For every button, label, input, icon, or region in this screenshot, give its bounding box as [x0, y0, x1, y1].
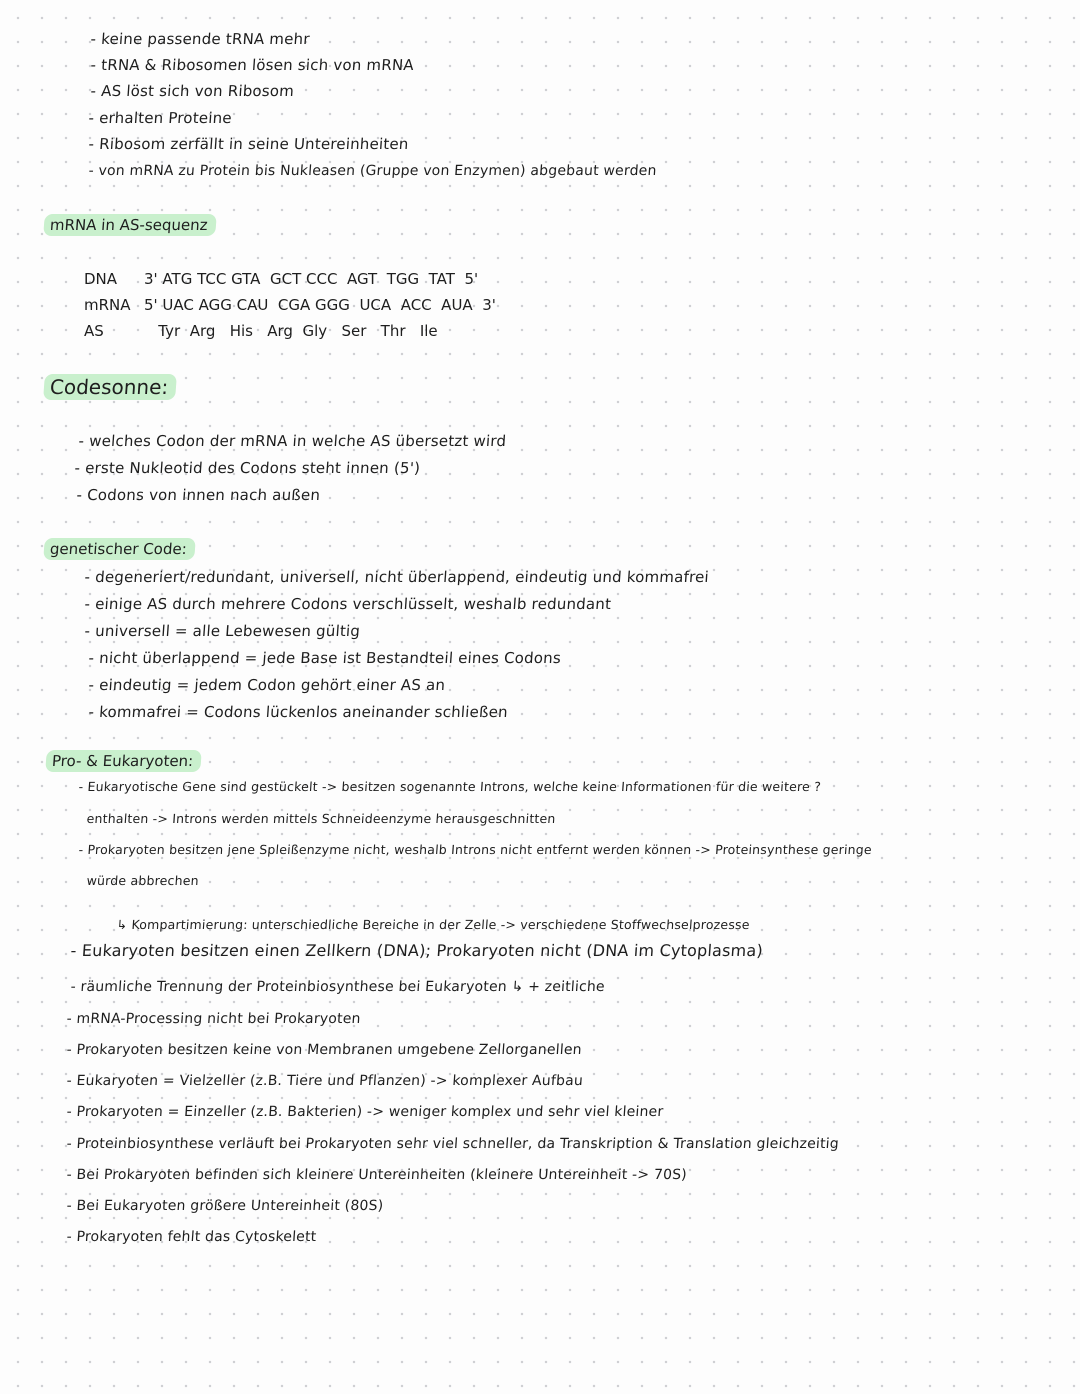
note-line: - erste Nukleotid des Codons steht innen (5') [74, 459, 421, 477]
note-line: - Bei Eukaryoten größere Untereinheit (80S) [66, 1198, 384, 1214]
sequence-value: Tyr Arg His Arg Gly Ser Thr Ile [144, 322, 438, 340]
note-line: - Eukaryoten besitzen einen Zellkern (DNA); Prokaryoten nicht (DNA im Cytoplasma) [70, 941, 764, 960]
note-line: - degeneriert/redundant, universell, nicht überlappend, eindeutig und kommafrei [84, 568, 710, 586]
note-line: - Bei Prokaryoten befinden sich kleinere Untereinheiten (kleinere Untereinheit -> 70S) [66, 1167, 688, 1183]
sequence-label: AS [84, 322, 104, 340]
note-line: - Eukaryoten = Vielzeller (z.B. Tiere und Pflanzen) -> komplexer Aufbau [66, 1073, 584, 1089]
sequence-label: DNA [84, 270, 118, 288]
section-heading-codesonne: Codesonne: [43, 374, 177, 400]
note-line: - mRNA-Processing nicht bei Prokaryoten [66, 1011, 362, 1027]
note-line: - Prokaryoten fehlt das Cytoskelett [66, 1229, 317, 1245]
note-line: - Prokaryoten = Einzeller (z.B. Bakterien) -> weniger komplex und sehr viel kleiner [66, 1104, 664, 1120]
sequence-table [84, 266, 496, 344]
note-line: - welches Codon der mRNA in welche AS übersetzt wird [78, 432, 507, 450]
note-line: - Ribosom zerfällt in seine Untereinheiten [88, 135, 410, 153]
sequence-row-mrna [84, 292, 496, 318]
note-line: - räumliche Trennung der Proteinbiosynthese bei Eukaryoten ↳ + zeitliche [70, 979, 606, 995]
sequence-row-dna [84, 266, 496, 292]
note-line: - Prokaryoten besitzen jene Spleißenzyme nicht, weshalb Introns nicht entfernt werden können -> Proteinsynthese geringe [78, 842, 873, 857]
note-line: - tRNA & Ribosomen lösen sich von mRNA [90, 56, 415, 74]
note-line: - nicht überlappend = jede Base ist Bestandteil eines Codons [88, 649, 562, 667]
sequence-row-as [84, 318, 496, 344]
sequence-label: mRNA [84, 296, 131, 314]
note-line: - Proteinbiosynthese verläuft bei Prokaryoten sehr viel schneller, da Transkription & Translation gleichzeitig [66, 1136, 840, 1152]
note-line: - einige AS durch mehrere Codons verschlüsselt, weshalb redundant [84, 595, 612, 613]
note-line: - erhalten Proteine [88, 109, 233, 127]
note-line: - AS löst sich von Ribosom [90, 82, 295, 100]
sequence-value: 5' UAC AGG CAU CGA GGG UCA ACC AUA 3' [144, 296, 496, 314]
section-heading-pro-eukaryoten: Pro- & Eukaryoten: [45, 750, 202, 772]
section-heading-mrna: mRNA in AS-sequenz [43, 214, 216, 236]
note-line: - Eukaryotische Gene sind gestückelt -> besitzen sogenannte Introns, welche keine Informationen für die weitere ? [78, 779, 822, 794]
note-line: enthalten -> Introns werden mittels Schneideenzyme herausgeschnitten [86, 811, 557, 826]
note-line: - universell = alle Lebewesen gültig [84, 622, 361, 640]
note-line: - keine passende tRNA mehr [90, 30, 311, 48]
sequence-value: 3' ATG TCC GTA GCT CCC AGT TGG TAT 5' [144, 270, 479, 288]
note-line: - eindeutig = jedem Codon gehört einer AS an [88, 676, 446, 694]
note-line: - von mRNA zu Protein bis Nukleasen (Gruppe von Enzymen) abgebaut werden [88, 163, 658, 179]
note-line: - Codons von innen nach außen [76, 486, 321, 504]
section-heading-genetischer-code: genetischer Code: [43, 538, 195, 560]
note-line: würde abbrechen [86, 873, 200, 888]
note-line: - Prokaryoten besitzen keine von Membranen umgebene Zellorganellen [66, 1042, 583, 1058]
note-line: - kommafrei = Codons lückenlos aneinander schließen [88, 703, 509, 721]
note-line-kompartimierung: ↳ Kompartimierung: unterschiedliche Bereiche in der Zelle -> verschiedene Stoffwechselprozesse [116, 917, 751, 932]
